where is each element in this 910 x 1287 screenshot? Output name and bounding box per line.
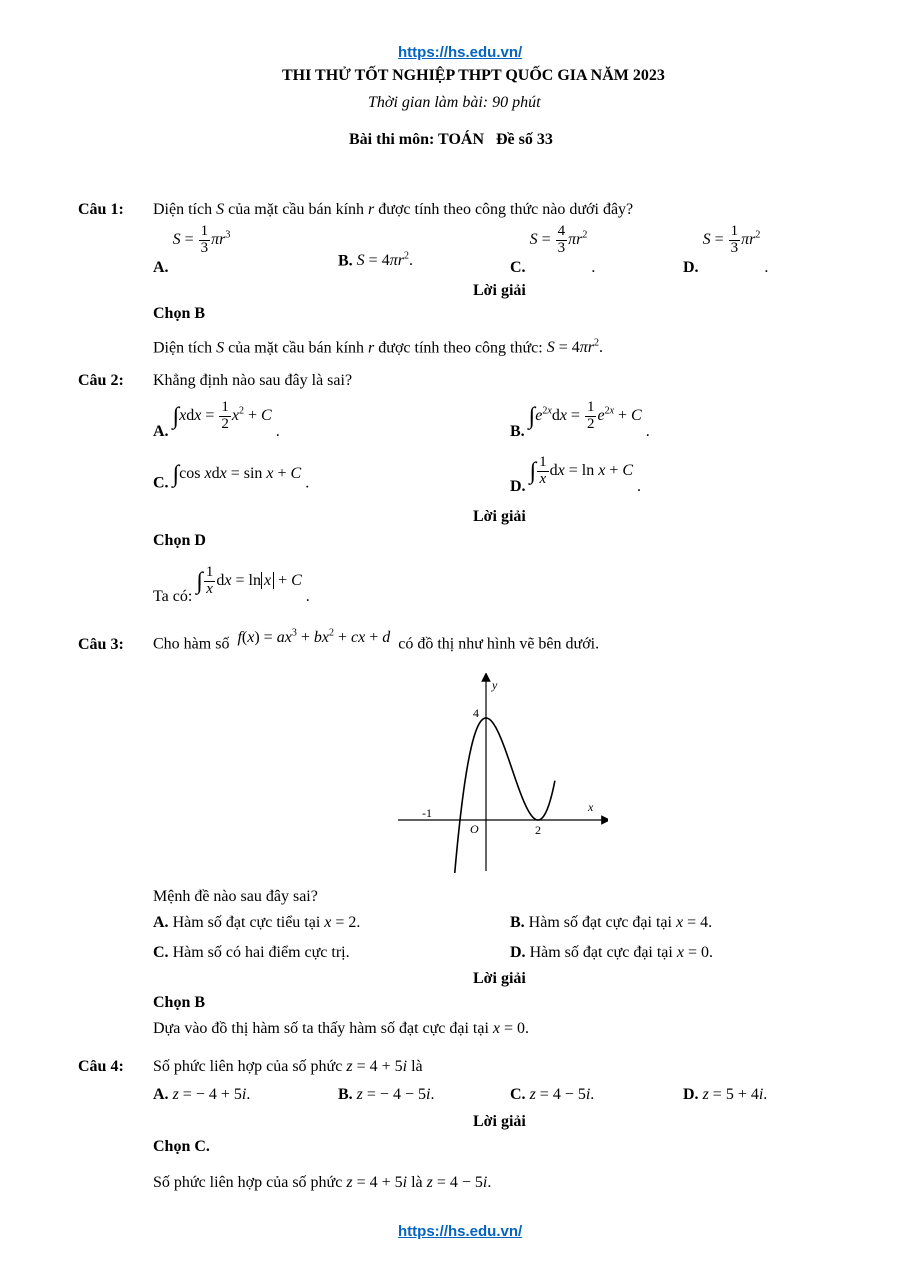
q2-text: Khẳng định nào sau đây là sai? xyxy=(153,372,353,389)
q1-text xyxy=(153,201,633,219)
x-tick-2: 2 xyxy=(535,823,541,837)
q2-solution-heading: Lời giải xyxy=(473,508,526,525)
header-link[interactable]: https://hs.edu.vn/ xyxy=(398,44,523,61)
q1-var-r: r xyxy=(368,201,375,218)
x-tick-neg1: -1 xyxy=(422,806,432,820)
q2-explanation: Ta có: ∫ $\frac{1}{x}$ dx = ln x + C . xyxy=(153,564,310,605)
q3-option-d[interactable]: D. Hàm số đạt cực đại tại x = 0. xyxy=(510,944,713,961)
q4-explanation: Số phức liên hợp của số phức z = 4 + 5i là z = 4 − 5i. xyxy=(153,1174,492,1191)
q1-option-b[interactable]: B. $S = 4\pi r^2$. xyxy=(338,251,413,270)
q2-answer: Chọn D xyxy=(153,532,206,549)
function-curve xyxy=(447,718,555,873)
q1-explanation: Diện tích S của mặt cầu bán kính r được tính theo công thức: $S = 4\pi r^2$. xyxy=(153,338,603,357)
q4-label: Câu 4: xyxy=(78,1058,124,1075)
cubic-function-graph xyxy=(398,673,608,873)
origin-label: O xyxy=(470,822,479,836)
x-axis-label: x xyxy=(588,800,594,814)
q3-prompt: Mệnh đề nào sau đây sai? xyxy=(153,888,318,905)
q3-answer: Chọn B xyxy=(153,994,206,1011)
q3-option-c[interactable]: C. Hàm số có hai điểm cực trị. xyxy=(153,944,350,961)
q4-solution-heading: Lời giải xyxy=(473,1113,526,1130)
q4-option-b[interactable]: B. z = − 4 − 5i. xyxy=(338,1086,435,1103)
q2-label: Câu 2: xyxy=(78,372,124,389)
exam-duration: Thời gian làm bài: 90 phút xyxy=(368,94,541,111)
q1-solution-heading: Lời giải xyxy=(473,282,526,299)
q1-label: Câu 1: xyxy=(78,201,124,218)
q1-option-c[interactable]: C. S = $\frac{4}{3}$ $\pi r^2$ . xyxy=(510,223,596,276)
y-tick-4: 4 xyxy=(473,706,479,720)
q3-option-b[interactable]: B. Hàm số đạt cực đại tại x = 4. xyxy=(510,914,713,931)
exam-subject: Bài thi môn: TOÁN Đề số 33 xyxy=(349,131,553,148)
q3-text: Cho hàm số $f(x) = ax^3 + bx^2$ + cx + d có đồ thị như hình vẽ bên dưới. xyxy=(153,628,600,653)
q2-option-d[interactable]: D. ∫ $\frac{1}{x}$ dx = ln x + C . xyxy=(510,454,642,495)
q4-option-d[interactable]: D. z = 5 + 4i. xyxy=(683,1086,768,1103)
q3-explanation: Dựa vào đồ thị hàm số ta thấy hàm số đạt cực đại tại x = 0. xyxy=(153,1020,530,1037)
q1-text-part1: Diện tích xyxy=(153,201,213,218)
q3-solution-heading: Lời giải xyxy=(473,970,526,987)
footer-link[interactable]: https://hs.edu.vn/ xyxy=(398,1223,523,1240)
q2-option-b[interactable]: B. $\int e^{2x}dx$ = $\frac{1}{2}$ $e^{2x} + C$ . xyxy=(510,399,650,440)
q1-var-s: S xyxy=(216,201,225,218)
y-axis-label: y xyxy=(492,678,498,692)
q3-option-a[interactable]: A. Hàm số đạt cực tiểu tại x = 2. xyxy=(153,914,361,931)
q1-option-a[interactable]: A. S = $\frac{1}{3}$ $\pi r^3$ xyxy=(153,223,231,276)
q4-text: Số phức liên hợp của số phức z = 4 + 5i là xyxy=(153,1058,423,1075)
q1-option-d[interactable]: D. S = $\frac{1}{3}$ $\pi r^2$ . xyxy=(683,223,769,276)
q4-option-c[interactable]: C. z = 4 − 5i. xyxy=(510,1086,595,1103)
q3-label: Câu 3: xyxy=(78,636,124,653)
q1-text-part3: được tính theo công thức nào dưới đây? xyxy=(378,201,634,218)
q1-text-part2: của mặt cầu bán kính xyxy=(228,201,365,218)
exam-title: THI THỬ TỐT NGHIỆP THPT QUỐC GIA NĂM 2023 xyxy=(282,67,665,84)
q2-option-c[interactable]: C. ∫cos xdx = sin x + C . xyxy=(153,461,310,492)
q1-answer: Chọn B xyxy=(153,305,206,322)
q2-option-a[interactable]: A. ∫xdx = $\frac{1}{2}$ $x^2 + C$ . xyxy=(153,399,280,440)
q4-answer: Chọn C. xyxy=(153,1138,210,1155)
q4-option-a[interactable]: A. z = − 4 + 5i. xyxy=(153,1086,251,1103)
